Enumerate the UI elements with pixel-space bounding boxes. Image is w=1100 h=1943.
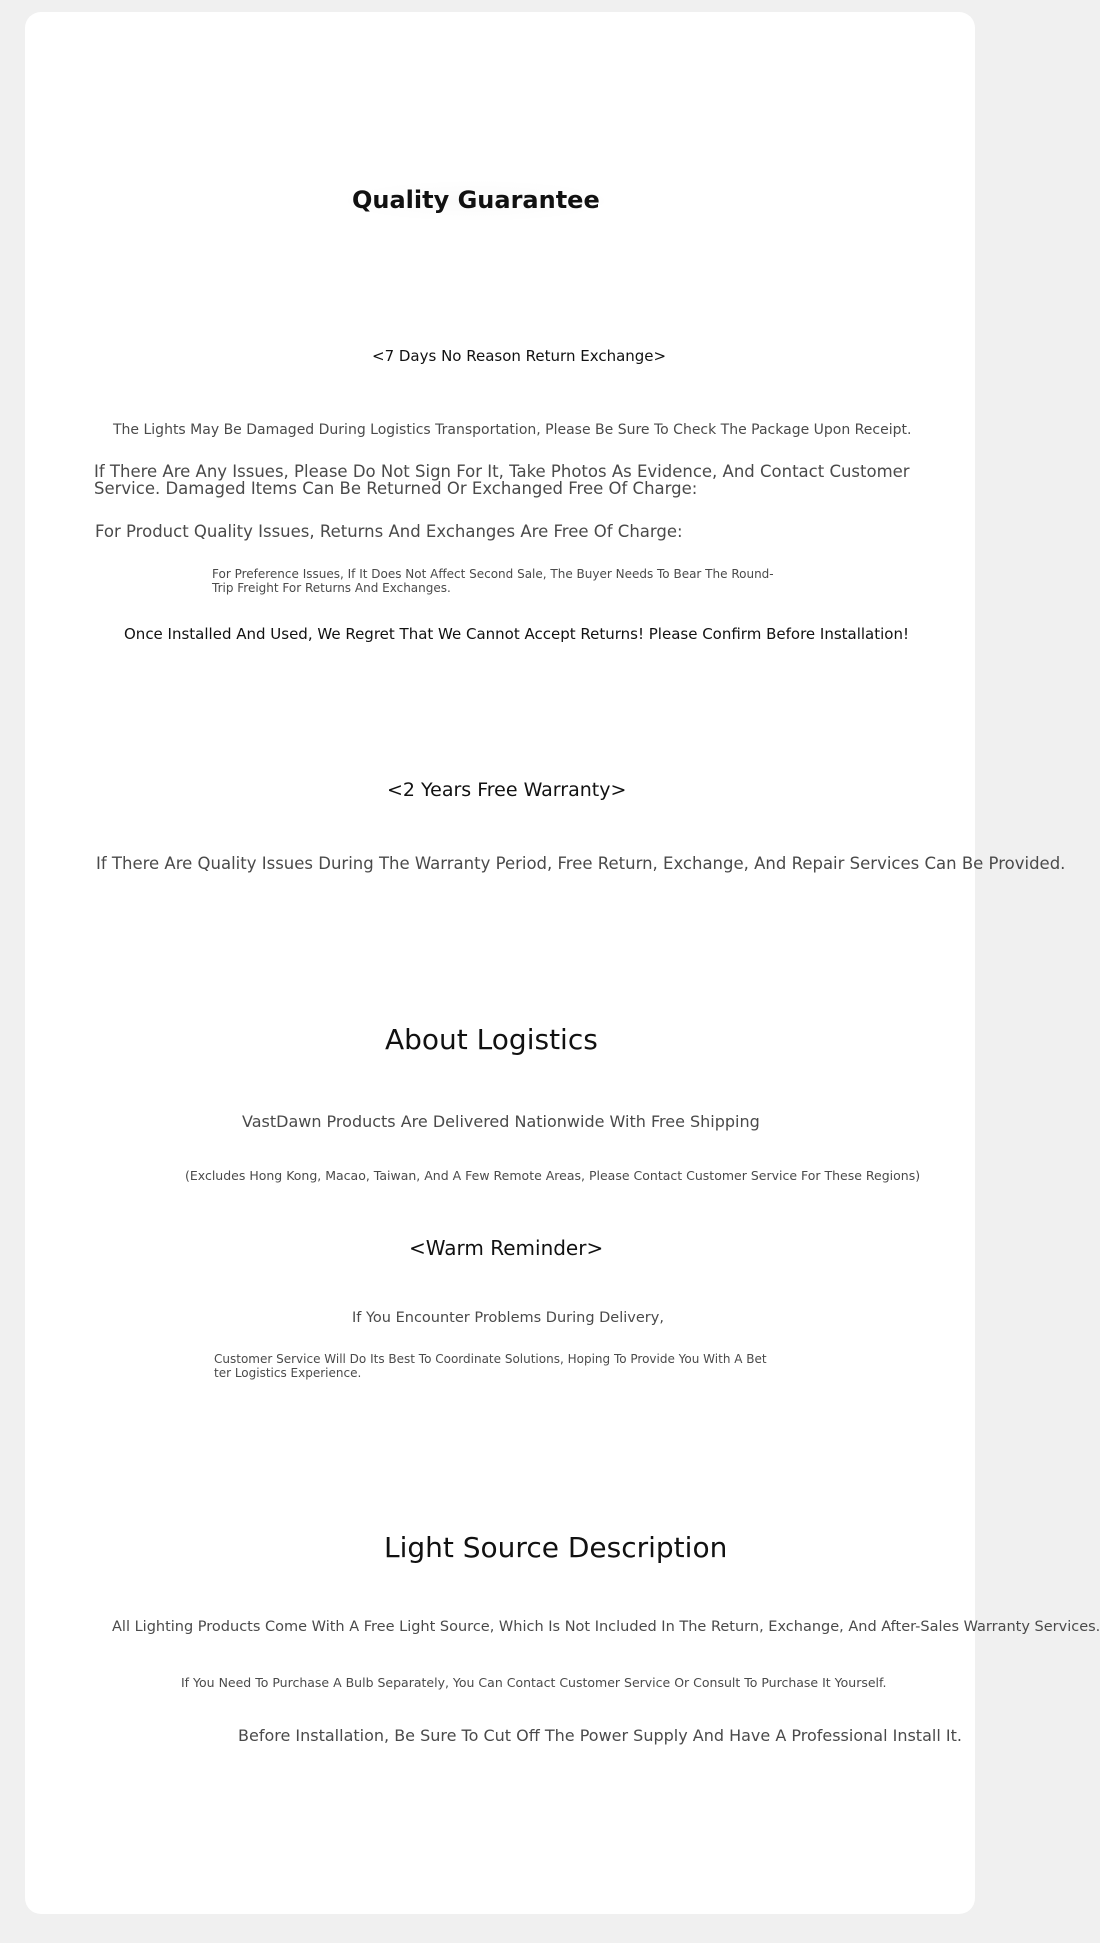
return-exchange-heading: <7 Days No Reason Return Exchange>	[372, 347, 667, 365]
warm-reminder-heading: <Warm Reminder>	[409, 1236, 604, 1260]
quality-guarantee-title: Quality Guarantee	[332, 179, 620, 223]
warranty-text: If There Are Quality Issues During The Warranty Period, Free Return, Exchange, And Repair Services Can Be Provided.	[96, 854, 1066, 873]
installed-warning-text: Once Installed And Used, We Regret That We Cannot Accept Returns! Please Confirm Before Installation!	[124, 625, 909, 643]
power-supply-warning-text: Before Installation, Be Sure To Cut Off The Power Supply And Have A Professional Install It.	[238, 1726, 962, 1745]
content-card	[25, 12, 1100, 1914]
coordinate-solutions-text: Customer Service Will Do Its Best To Coordinate Solutions, Hoping To Provide You With A Better Logistics Experience.	[214, 1352, 767, 1381]
issues-text: If There Are Any Issues, Please Do Not Sign For It, Take Photos As Evidence, And Contact Customer Service. Damaged Items Can Be Returned Or Exchanged Free Of Charge:	[94, 462, 910, 498]
check-package-text: The Lights May Be Damaged During Logistics Transportation, Please Be Sure To Check The Package Upon Receipt.	[113, 422, 912, 438]
free-shipping-text: VastDawn Products Are Delivered Nationwide With Free Shipping	[242, 1112, 760, 1131]
delivery-problems-text: If You Encounter Problems During Delivery,	[352, 1310, 664, 1326]
warranty-heading: <2 Years Free Warranty>	[387, 779, 627, 801]
bulb-purchase-text: If You Need To Purchase A Bulb Separately, You Can Contact Customer Service Or Consult To Purchase It Yourself.	[181, 1675, 887, 1690]
excluded-regions-text: (Excludes Hong Kong, Macao, Taiwan, And A Few Remote Areas, Please Contact Customer Service For These Regions)	[185, 1168, 921, 1183]
free-light-source-text: All Lighting Products Come With A Free Light Source, Which Is Not Included In The Return, Exchange, And After-Sales Warranty Services.	[112, 1619, 1100, 1635]
about-logistics-title: About Logistics	[385, 1023, 598, 1056]
preference-text: For Preference Issues, If It Does Not Affect Second Sale, The Buyer Needs To Bear The Round-Trip Freight For Returns And Exchanges.	[212, 567, 774, 596]
quality-free-text: For Product Quality Issues, Returns And Exchanges Are Free Of Charge:	[95, 522, 683, 541]
light-source-title: Light Source Description	[384, 1531, 728, 1564]
